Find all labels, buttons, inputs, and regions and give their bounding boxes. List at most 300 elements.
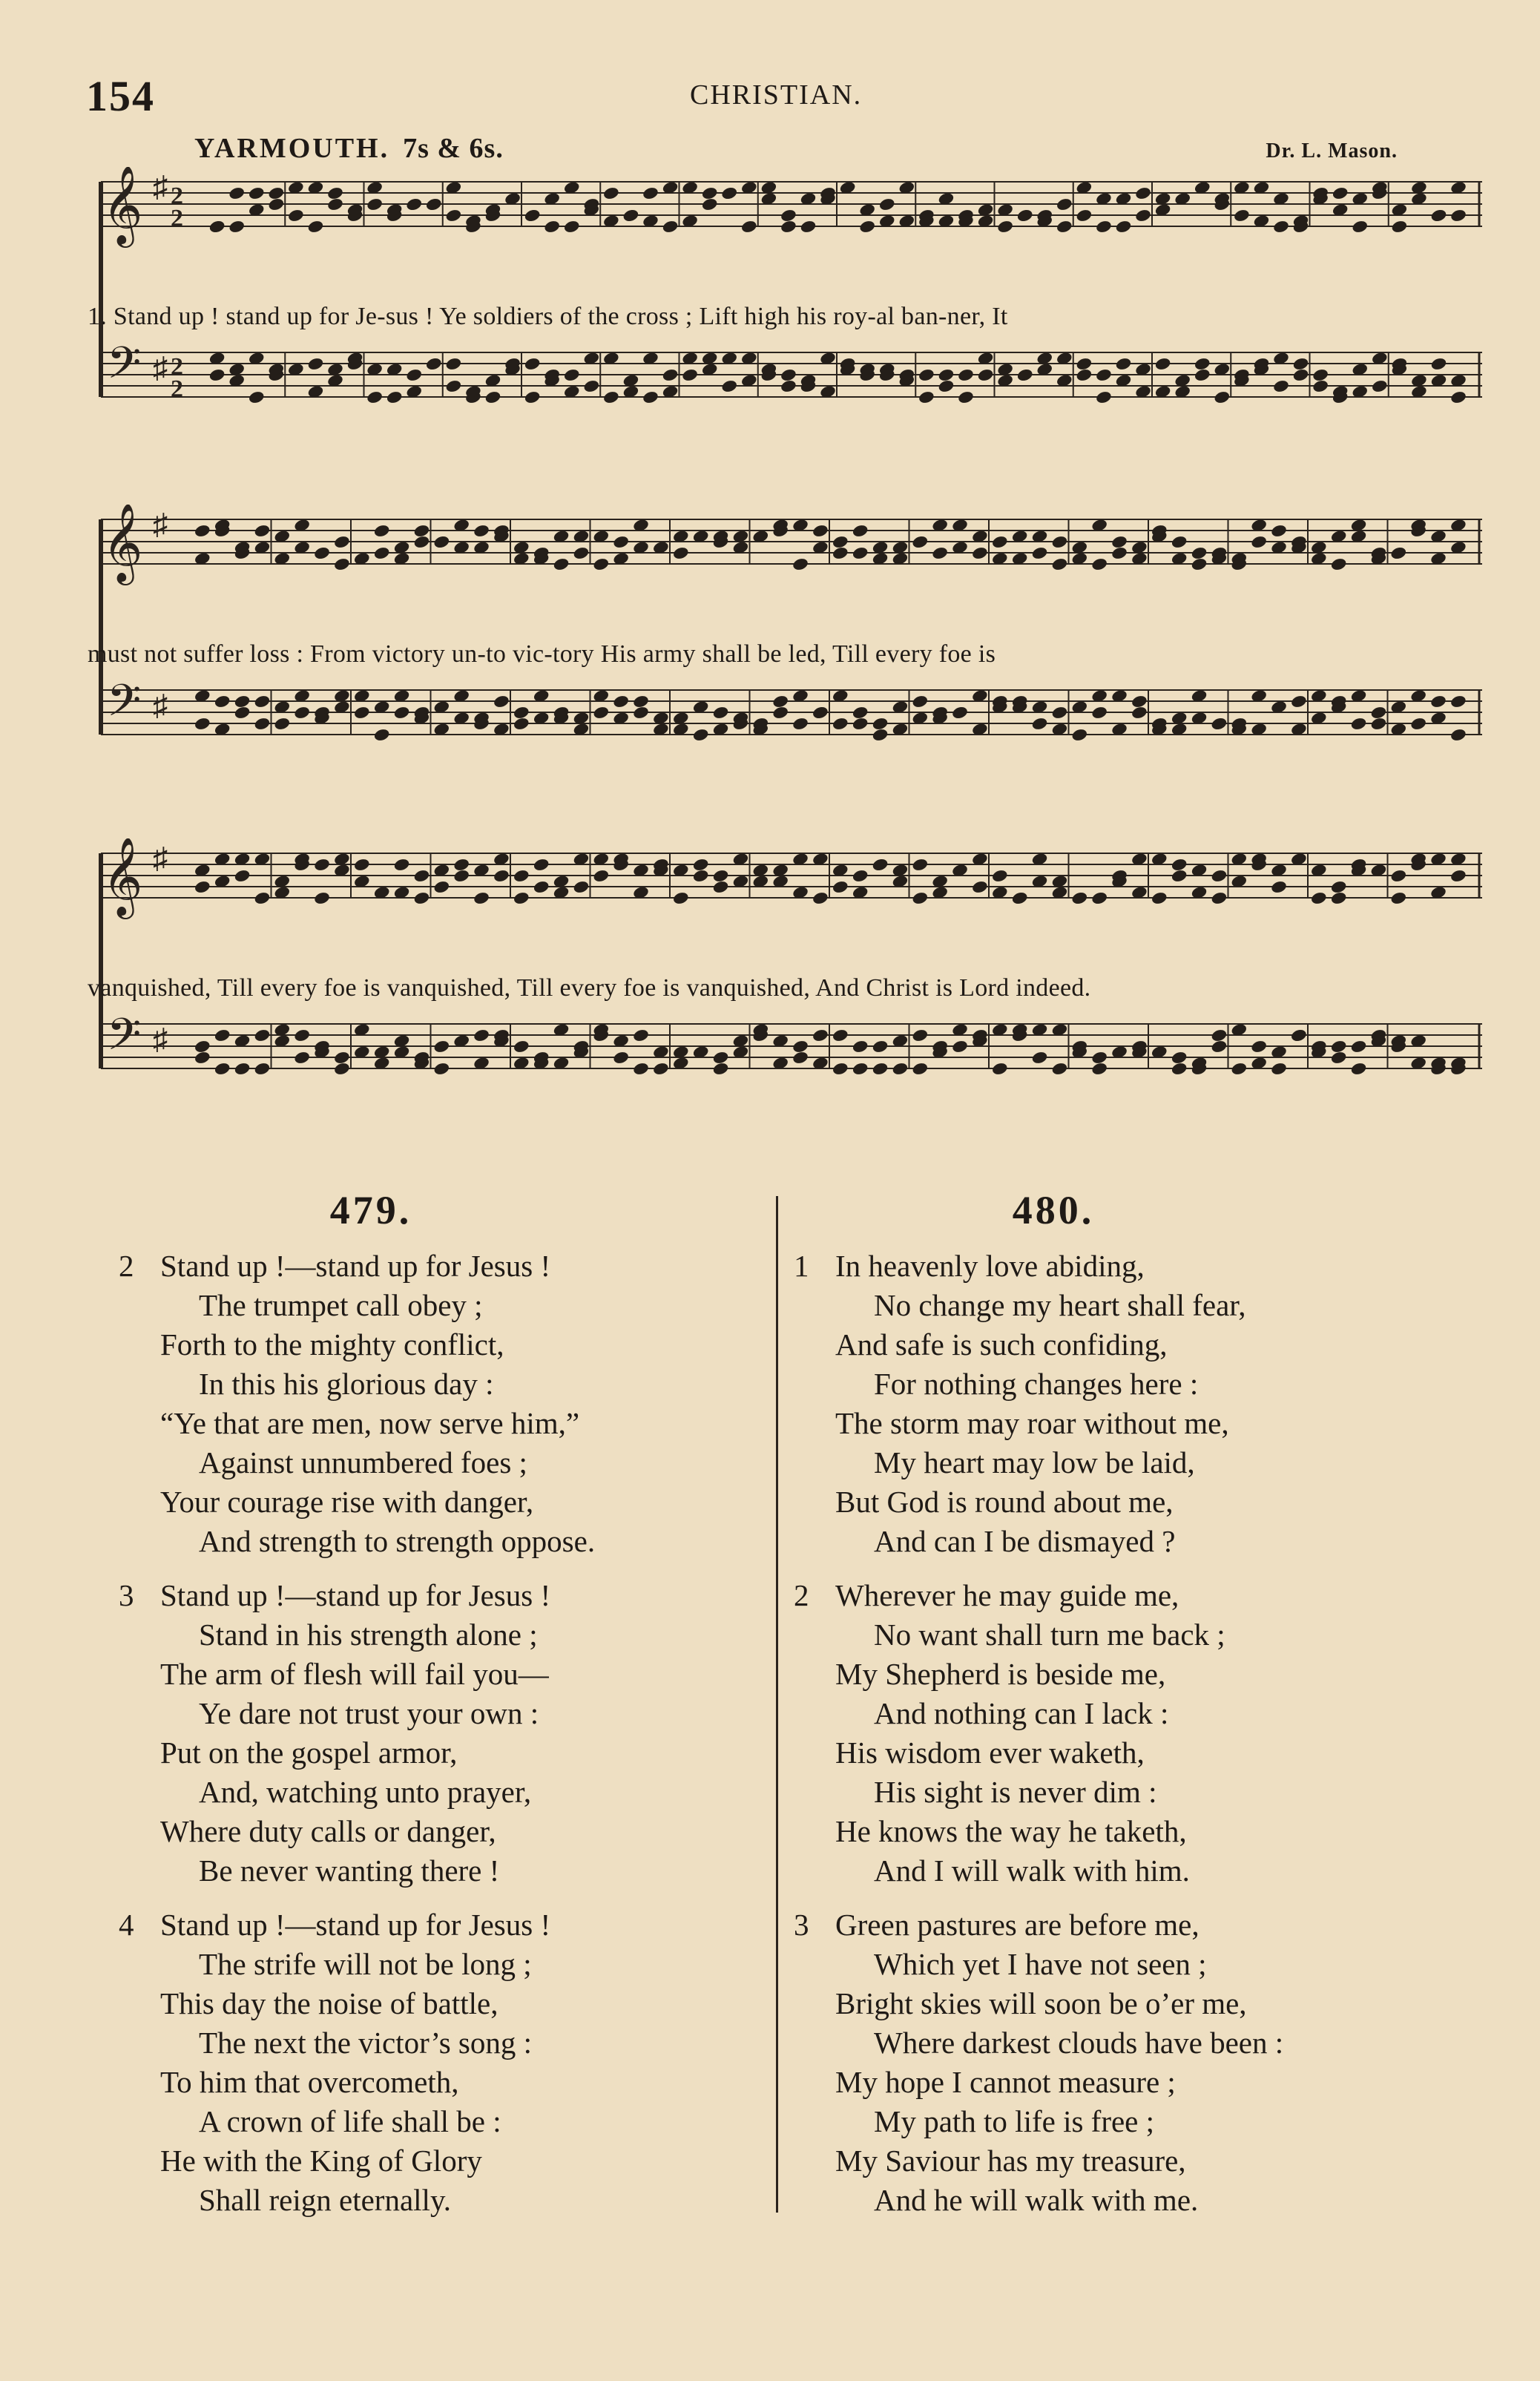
verse-line [119,1443,771,1482]
note-head [780,220,797,234]
stanza [794,1247,1461,1561]
verse-text: In heavenly love abiding, [835,1249,1145,1283]
stanza-number: 1 [794,1249,809,1283]
time-signature: 2 [171,183,183,210]
note-head [1194,357,1211,372]
note-head [513,869,530,884]
column-divider [776,1196,778,2213]
lyric-line-2: must not suffer loss : From victory un-to vic-tory His army shall be led, Till every foe is [88,640,996,668]
note-head [720,379,738,394]
note-head [1330,557,1348,572]
note-head [852,706,869,720]
note-head [513,717,530,732]
note-head [832,880,849,895]
sharp-icon: ♯ [153,689,168,722]
note-head [208,368,226,383]
note-head [473,891,490,906]
note-head [1250,1040,1268,1054]
note-head [1070,728,1088,743]
verse-line [794,1773,1461,1812]
verse-text: The storm may roar without me, [835,1406,1229,1440]
verse-text: The strife will not be long ; [199,1947,532,1981]
note-head [254,891,272,906]
note-head [602,390,620,405]
note-head [333,1051,351,1065]
note-head [1051,706,1069,720]
note-head [592,557,610,572]
note-head [313,546,331,561]
note-head [413,891,431,906]
note-head [712,880,730,895]
note-head [326,197,344,212]
note-head [1070,891,1088,906]
verse-line [119,1482,771,1522]
verse-text: In this his glorious day : [199,1367,494,1401]
verse-line [119,2141,771,2181]
note-head [1250,535,1268,550]
note-head [1115,220,1133,234]
note-head [583,379,601,394]
verse-line [119,1364,771,1404]
note-head [563,220,581,234]
stanza-number: 2 [794,1578,809,1612]
verse-line [794,1364,1461,1404]
verse-text: The arm of flesh will fail you— [160,1657,549,1691]
note-head [592,869,610,884]
note-head [938,379,955,394]
verse-line [794,2141,1461,2181]
verse-text: “Ye that are men, now serve him,” [160,1406,580,1440]
note-head [792,1040,809,1054]
verse-text: Ye dare not trust your own : [199,1696,539,1730]
note-head [852,524,869,539]
note-head [701,197,719,212]
note-head [996,220,1014,234]
stanza-number: 4 [119,1908,134,1942]
note-head [234,869,251,884]
note-head [254,717,272,732]
verse-line [794,1694,1461,1733]
note-head [780,368,797,383]
note-head [911,535,929,550]
note-head [652,1062,670,1077]
verse-line [119,1733,771,1773]
stanza-number: 3 [119,1578,134,1612]
note-head [563,368,581,383]
note-head [911,891,929,906]
note-head [1292,368,1310,383]
note-head [1290,1028,1308,1043]
verse-text: And can I be dismayed ? [874,1524,1176,1558]
note-head [692,869,710,884]
verse-text: Wherever he may guide me, [835,1578,1179,1612]
verse-line [119,1851,771,1891]
note-head [234,706,251,720]
note-head [214,694,231,709]
note-head [268,197,286,212]
verse-text: Green pastures are before me, [835,1908,1200,1942]
verse-text: His sight is never dim : [874,1775,1157,1809]
note-head [1090,557,1108,572]
note-head [366,197,384,212]
note-head [425,197,443,212]
note-head [405,368,423,383]
note-head [484,390,502,405]
note-head [792,717,809,732]
note-head [234,694,251,709]
note-head [812,1028,829,1043]
note-head [373,524,391,539]
note-head [991,1062,1009,1077]
verse-text: Stand up !—stand up for Jesus ! [160,1578,551,1612]
note-head [991,869,1009,884]
verse-line [119,1247,771,1286]
note-head [248,390,266,405]
note-head [977,368,995,383]
note-head [911,1062,929,1077]
note-head [642,390,659,405]
time-signature: 2 [171,375,183,403]
verse-line [794,1522,1461,1561]
note-head [1076,208,1093,223]
note-head [1389,869,1407,884]
note-head [911,858,929,873]
note-head [812,706,829,720]
verse-text: Where darkest clouds have been : [874,2026,1284,2060]
treble-clef-icon: 𝄞 [102,505,143,582]
verse-line [794,2023,1461,2063]
verse-text: Which yet I have not seen ; [874,1947,1207,1981]
note-head [524,390,542,405]
tune-heading [194,132,504,165]
note-head [872,728,889,743]
verse-text: He knows the way he taketh, [835,1814,1187,1848]
note-head [573,880,590,895]
note-head [234,1062,251,1077]
note-head [214,1062,231,1077]
note-head [852,1062,869,1077]
note-head [720,186,738,201]
note-head [1076,368,1093,383]
note-head [612,1051,630,1065]
note-head [1350,1062,1368,1077]
verse-line [119,1576,771,1615]
note-head [1095,220,1113,234]
note-head [513,891,530,906]
time-signature: 2 [171,353,183,381]
note-head [911,694,929,709]
stanza-number: 3 [794,1908,809,1942]
note-head [393,706,411,720]
note-head [313,858,331,873]
verse-text: My Saviour has my treasure, [835,2144,1186,2178]
note-head [1110,535,1128,550]
stanza [119,1576,771,1891]
note-head [1332,186,1349,201]
note-head [1449,869,1467,884]
note-head [1031,546,1049,561]
note-head [832,717,849,732]
note-head [991,535,1009,550]
music-system-2 [88,505,1482,809]
note-head [951,706,969,720]
note-head [194,880,211,895]
running-head: CHRISTIAN. [690,79,863,111]
hymn-number: 480. [1012,1188,1095,1232]
treble-clef-icon: 𝄞 [102,167,143,244]
note-head [872,717,889,732]
note-head [1095,368,1113,383]
note-head [872,858,889,873]
note-head [852,869,869,884]
note-head [951,1040,969,1054]
verse-line [119,1945,771,1984]
note-head [1131,694,1148,709]
note-head [1214,390,1231,405]
note-head [832,546,849,561]
verse-text: For nothing changes here : [874,1367,1199,1401]
note-head [938,368,955,383]
sharp-icon: ♯ [153,170,168,203]
note-head [393,858,411,873]
note-head [1330,1040,1348,1054]
note-head [662,220,679,234]
note-head [1171,858,1188,873]
verse-line [794,1576,1461,1615]
stanza [794,1576,1461,1891]
note-head [1370,717,1388,732]
note-head [1351,220,1369,234]
verse-line [794,1615,1461,1655]
note-head [1110,546,1128,561]
note-head [432,1062,450,1077]
note-head [432,535,450,550]
verse-text: Forth to the mighty conflict, [160,1327,504,1362]
verse-line [119,1286,771,1325]
stanza-number: 2 [119,1249,134,1283]
verse-text: And nothing can I lack : [874,1696,1169,1730]
treble-clef-icon: 𝄞 [102,838,143,916]
verse-text: Where duty calls or danger, [160,1814,496,1848]
note-head [712,1051,730,1065]
note-head [1430,208,1448,223]
note-head [1134,208,1152,223]
note-head [1011,891,1029,906]
hymn-number: 479. [329,1188,412,1232]
music-system-3 [88,838,1482,1143]
verse-line [119,1522,771,1561]
note-head [852,1040,869,1054]
note-head [1429,694,1447,709]
verse-line [794,2181,1461,2220]
note-head [1211,1028,1228,1043]
note-head [254,1062,272,1077]
note-head [333,535,351,550]
note-head [373,546,391,561]
note-head [386,390,404,405]
note-head [642,186,659,201]
note-head [1090,891,1108,906]
note-head [1292,357,1310,372]
note-head [792,557,809,572]
note-head [1389,546,1407,561]
note-head [1056,220,1073,234]
sharp-icon: ♯ [153,508,168,541]
verse-line [119,2063,771,2102]
stanza [119,1905,771,2220]
note-head [1211,869,1228,884]
verse-text: My path to life is free ; [874,2104,1155,2138]
note-head [313,891,331,906]
note-head [1131,706,1148,720]
verse-line [119,1694,771,1733]
verse-line [119,1905,771,1945]
note-head [971,546,989,561]
verse-text: He with the King of Glory [160,2144,482,2178]
verse-line [794,1404,1461,1443]
note-head [1389,891,1407,906]
note-head [1430,357,1448,372]
note-head [248,186,266,201]
note-head [432,1040,450,1054]
note-head [872,1040,889,1054]
sharp-icon: ♯ [153,841,168,875]
note-head [771,694,789,709]
note-head [1016,368,1034,383]
note-head [493,869,510,884]
note-head [1090,1051,1108,1065]
note-head [254,524,272,539]
note-head [602,186,620,201]
tune-name: YARMOUTH. [194,133,390,164]
verse-line [119,2102,771,2141]
lyric-line-3: vanquished, Till every foe is vanquished, Till every foe is vanquished, And Christ is Lord indeed. [88,974,1091,1002]
note-head [911,1028,929,1043]
note-head [812,891,829,906]
note-head [740,220,758,234]
note-head [1449,694,1467,709]
verse-text: A crown of life shall be : [199,2104,501,2138]
composer: Dr. L. Mason. [1266,139,1398,162]
bass-clef-icon: 𝄢 [107,674,142,737]
note-head [622,208,640,223]
note-head [413,535,431,550]
note-head [333,1062,351,1077]
verse-line [119,1773,771,1812]
note-head [800,220,817,234]
note-head [832,1028,849,1043]
note-head [632,694,650,709]
note-head [1270,524,1288,539]
note-head [632,706,650,720]
verse-text: His wisdom ever waketh, [835,1735,1145,1770]
verse-line [119,1655,771,1694]
note-head [533,880,550,895]
note-head [445,357,463,372]
verse-line [119,1404,771,1443]
verse-text: And strength to strength oppose. [199,1524,596,1558]
verse-text: My hope I cannot measure ; [835,2065,1176,2099]
page-number: 154 [86,72,155,120]
note-head [194,1040,211,1054]
note-head [353,858,371,873]
verse-line [794,2102,1461,2141]
note-head [513,706,530,720]
note-head [553,557,570,572]
note-head [307,357,325,372]
verse-line [119,2023,771,2063]
note-head [672,546,690,561]
note-head [1056,197,1073,212]
note-head [632,1062,650,1077]
note-head [1211,891,1228,906]
note-head [1154,357,1172,372]
verse-line [794,1443,1461,1482]
note-head [1191,557,1208,572]
note-head [832,1062,849,1077]
sharp-icon: ♯ [153,351,168,384]
note-head [194,717,211,732]
stanza-list [119,1247,771,2220]
note-head [1350,717,1368,732]
note-head [692,728,710,743]
note-head [1330,880,1348,895]
note-head [194,1051,211,1065]
note-head [1211,1040,1228,1054]
note-head [1090,1062,1108,1077]
note-head [672,891,690,906]
verse-line [794,1325,1461,1364]
verse-text: My heart may low be laid, [874,1445,1195,1479]
verse-text: My Shepherd is beside me, [835,1657,1166,1691]
note-head [1191,546,1208,561]
verse-text: And, watching unto prayer, [199,1775,532,1809]
note-head [453,858,470,873]
note-head [1371,379,1389,394]
note-head [712,706,730,720]
verse-text: The trumpet call obey ; [199,1288,483,1322]
verse-line [119,1615,771,1655]
note-head [513,1040,530,1054]
note-head [1449,390,1467,405]
verse-line [794,1733,1461,1773]
note-head [1272,220,1290,234]
stanza [794,1905,1461,2220]
hymn-479 [119,1187,771,2235]
verse-text: But God is round about me, [835,1485,1174,1519]
verse-text: Stand up !—stand up for Jesus ! [160,1908,551,1942]
note-head [1449,728,1467,743]
verse-line [794,2063,1461,2102]
note-head [1449,208,1467,223]
note-head [1310,891,1328,906]
note-head [1134,186,1152,201]
note-head [413,524,431,539]
note-head [293,706,311,720]
verse-line [119,2181,771,2220]
note-head [533,858,550,873]
note-head [543,220,561,234]
note-head [1115,357,1133,372]
note-head [1270,880,1288,895]
note-head [445,379,463,394]
note-head [254,1028,272,1043]
music-system-1 [88,167,1482,464]
note-head [872,1062,889,1077]
note-head [681,368,699,383]
note-head [592,706,610,720]
bass-clef-icon: 𝄢 [107,1008,142,1071]
